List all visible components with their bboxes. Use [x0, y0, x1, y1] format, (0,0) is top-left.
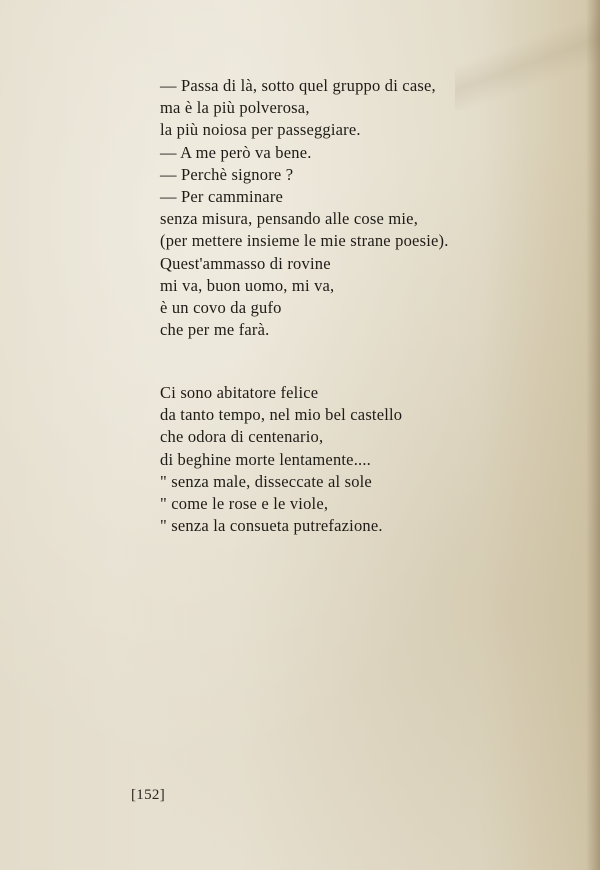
- poem-line: senza misura, pensando alle cose mie,: [160, 209, 419, 229]
- poem-line: ma è la più polverosa,: [160, 98, 310, 118]
- poem-line: che per me farà.: [160, 320, 270, 340]
- poem-line: " senza male, disseccate al sole: [160, 471, 372, 491]
- poem-line: (per mettere insieme le mie strane poesie).: [160, 231, 449, 251]
- poem-line: Ci sono abitatore felice: [160, 383, 319, 402]
- page-edge-shadow: [586, 0, 600, 870]
- poem-line: la più noiosa per passeggiare.: [160, 120, 361, 140]
- poem-line: Quest'ammasso di rovine: [160, 253, 331, 273]
- poem-line: " senza la consueta putrefazione.: [160, 516, 383, 536]
- page-number: [152]: [131, 787, 165, 803]
- poem-line: — A me però va bene.: [160, 142, 312, 162]
- paper-crease: [455, 0, 600, 110]
- poem-line: di beghine morte lentamente....: [160, 449, 372, 469]
- poem-line: — Perchè signore ?: [160, 164, 294, 184]
- poem-line: mi va, buon uomo, mi va,: [160, 275, 335, 295]
- poem-line: che odora di centenario,: [160, 427, 324, 447]
- poem-line: da tanto tempo, nel mio bel castello: [160, 405, 403, 425]
- stanza-2: [160, 382, 402, 537]
- stanza-1: [160, 75, 449, 341]
- poem-line: è un covo da gufo: [160, 297, 282, 317]
- poem-line: — Passa di là, sotto quel gruppo di case,: [160, 76, 436, 95]
- poem-line: — Per camminare: [160, 186, 284, 206]
- poem-line: " come le rose e le viole,: [160, 493, 329, 513]
